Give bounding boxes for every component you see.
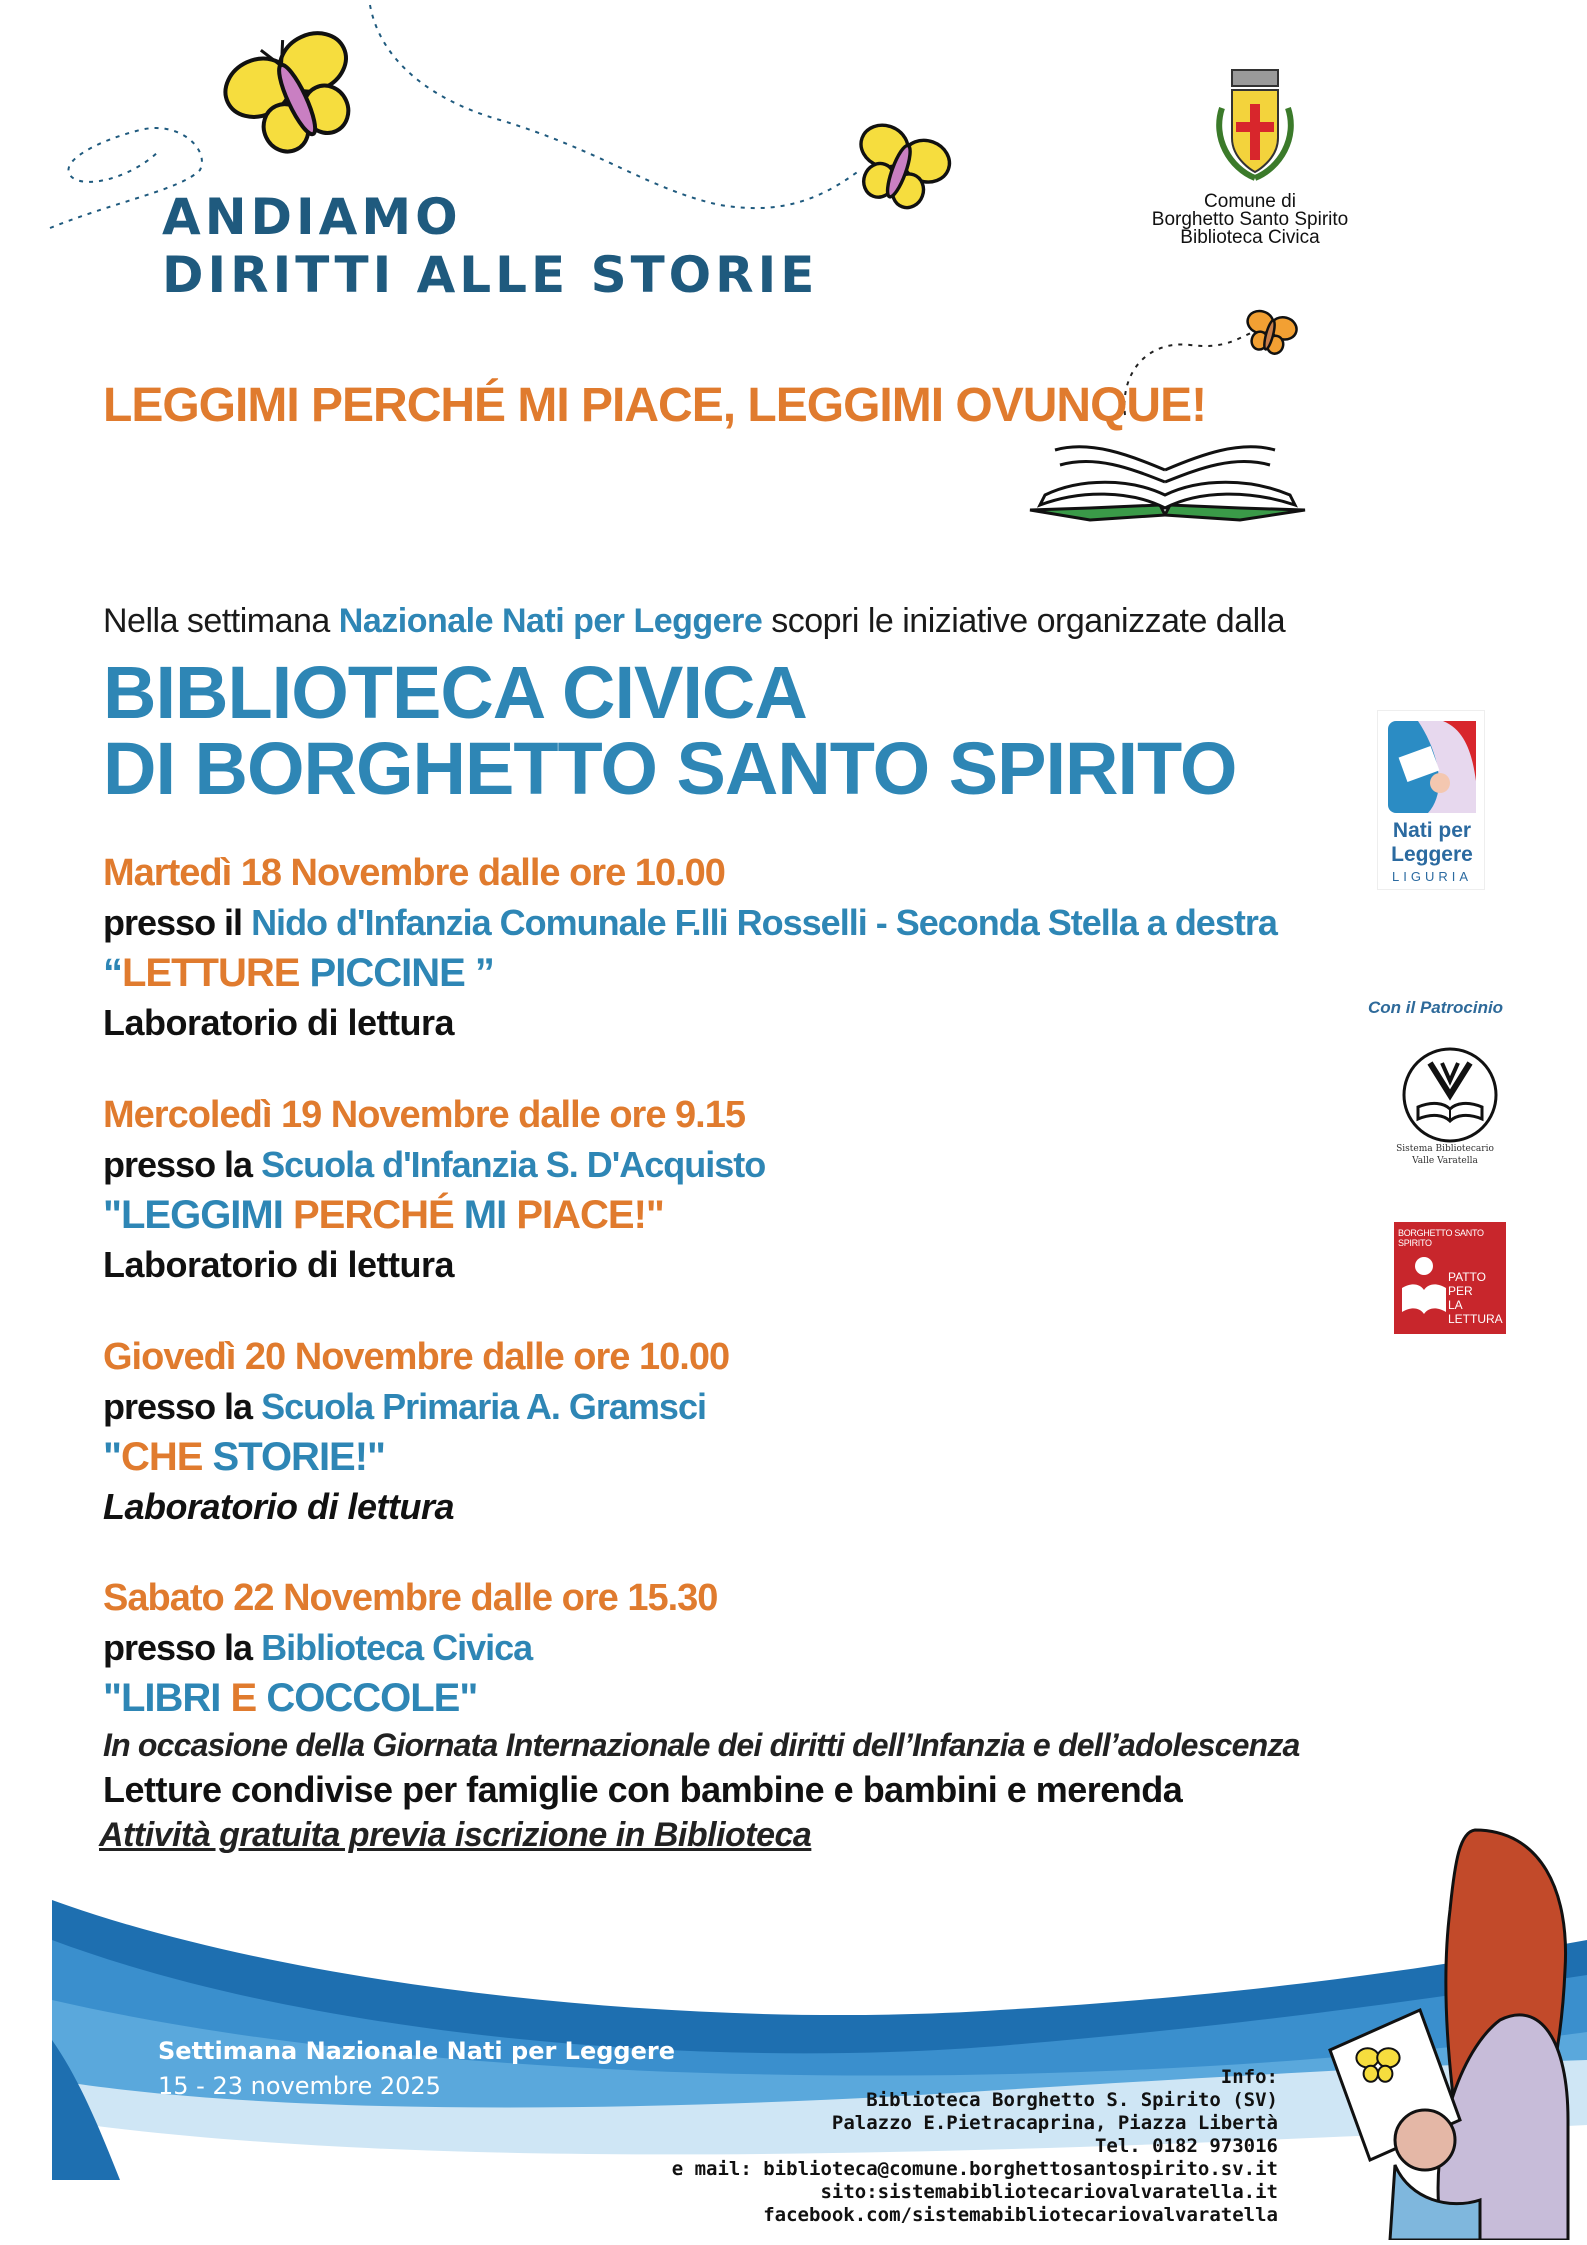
footer-dates: 15 - 23 novembre 2025 (158, 2072, 441, 2100)
event-place: Biblioteca Civica (261, 1627, 533, 1668)
butterfly-icon-large (214, 18, 374, 167)
npl-region: LIGURIA (1391, 869, 1472, 884)
comune-caption-line1: Comune di (1204, 191, 1296, 212)
mother-reading-illustration (1300, 1820, 1570, 2240)
patto-book-icon (1400, 1252, 1448, 1322)
event-presso: presso la (103, 1386, 262, 1427)
patto-per-la-lettura-logo (1394, 1222, 1506, 1334)
patto-line1: PATTO PER (1448, 1270, 1487, 1298)
event-title-part-c: MI (463, 1193, 517, 1237)
dotted-flight-path-top (370, 5, 860, 208)
event-title-part-a: "LIBRI (103, 1676, 231, 1720)
info-library: Biblioteca Borghetto S. Spirito (SV) (866, 2089, 1278, 2111)
npl-line2: Leggere (1391, 843, 1473, 866)
event-presso: presso la (103, 1627, 262, 1668)
event-title-part-d: PIACE!" (516, 1193, 664, 1237)
library-title (103, 651, 1237, 810)
intro-highlight: Nazionale Nati per Leggere (338, 602, 763, 640)
info-address: Palazzo E.Pietracaprina, Piazza Libertà (831, 2112, 1278, 2134)
event-title-part-a: LETTURE (122, 951, 310, 995)
intro-text (103, 602, 1285, 641)
coat-of-arms-icon (1210, 68, 1300, 188)
patto-text (1448, 1270, 1506, 1326)
event-1 (103, 848, 1277, 1048)
open-book-icon (1030, 447, 1305, 520)
intro-before: Nella settimana (103, 602, 339, 640)
npl-text (1378, 819, 1486, 867)
event-title-part-b: CHE (120, 1435, 213, 1479)
event-3 (103, 1332, 729, 1532)
event-title-part-a: " (103, 1435, 121, 1479)
event-subtitle: Laboratorio di lettura (103, 1244, 455, 1285)
info-facebook: facebook.com/sistemabibliotecariovalvaratella (763, 2204, 1278, 2226)
event-title-part-b: PICCINE (309, 951, 475, 995)
sistema-bibliotecario-caption (1395, 1143, 1495, 1167)
event-date: Mercoledì 19 Novembre dalle ore 9.15 (103, 1094, 745, 1136)
event-title-close-quote: ” (474, 951, 494, 995)
campaign-heading-line1: ANDIAMO (162, 188, 462, 246)
contact-info (640, 2066, 1278, 2227)
event-title-part-c: COCCOLE" (266, 1676, 478, 1720)
event-date: Martedì 18 Novembre dalle ore 10.00 (103, 852, 725, 894)
npl-line1: Nati per (1392, 819, 1472, 842)
info-phone: Tel. 0182 973016 (1094, 2135, 1278, 2157)
event-2 (103, 1090, 765, 1290)
event-place-line (103, 1623, 1300, 1673)
comune-caption (1120, 193, 1380, 247)
library-title-line2: DI BORGHETTO SANTO SPIRITO (103, 727, 1237, 810)
event-note-occasion: In occasione della Giornata Internazionale dei diritti dell’Infanzia e dell’adolescenza (103, 1727, 1300, 1763)
event-note-description: Letture condivise per famiglie con bambine e bambini e merenda (103, 1769, 1183, 1810)
event-subtitle: Laboratorio di lettura (103, 1002, 455, 1043)
sistema-bibliotecario-icon (1400, 1045, 1500, 1145)
event-presso: presso la (103, 1144, 262, 1185)
event-subtitle: Laboratorio di lettura (103, 1486, 455, 1527)
comune-caption-line3: Biblioteca Civica (1180, 227, 1320, 248)
event-place: Scuola Primaria A. Gramsci (261, 1386, 706, 1427)
intro-after: scopri le iniziative organizzate dalla (762, 602, 1286, 640)
event-4 (99, 1573, 1300, 1857)
event-title-part-a: "LEGGIMI (103, 1193, 293, 1237)
event-note-registration: Attività gratuita previa iscrizione in Biblioteca (99, 1816, 812, 1854)
nati-per-leggere-logo (1377, 710, 1485, 890)
library-title-line1: BIBLIOTECA CIVICA (103, 651, 807, 734)
event-place: Nido d'Infanzia Comunale F.lli Rosselli - Seconda Stella a destra (251, 902, 1277, 943)
event-place-line (103, 1382, 729, 1432)
info-website: sito:sistemabibliotecariovalvaratella.it (820, 2181, 1278, 2203)
slogan: LEGGIMI PERCHÉ MI PIACE, LEGGIMI OVUNQUE! (103, 379, 1207, 432)
patto-line3: LETTURA (1448, 1312, 1503, 1326)
event-title (103, 1432, 729, 1482)
event-title (103, 1190, 765, 1240)
comune-caption-line2: Borghetto Santo Spirito (1151, 209, 1349, 230)
patto-top-text: BORGHETTO SANTO SPIRITO (1398, 1228, 1484, 1248)
svv-line2: Valle Varatella (1412, 1156, 1478, 1166)
event-place: Scuola d'Infanzia S. D'Acquisto (261, 1144, 766, 1185)
info-email: e mail: biblioteca@comune.borghettosantospirito.sv.it (671, 2158, 1278, 2180)
svv-line1: Sistema Bibliotecario (1396, 1144, 1494, 1154)
event-presso: presso il (103, 902, 252, 943)
footer-title: Settimana Nazionale Nati per Leggere (158, 2037, 675, 2065)
event-title (103, 1673, 1300, 1723)
event-title-open-quote: “ (103, 951, 122, 995)
event-title-part-b: PERCHÉ (292, 1193, 464, 1237)
campaign-heading-line2: DIRITTI ALLE STORIE (162, 246, 819, 304)
event-place-line (103, 898, 1277, 948)
event-title-part-c: STORIE!" (212, 1435, 386, 1479)
nati-per-leggere-icon (1388, 721, 1476, 813)
event-title-part-b: E (230, 1676, 267, 1720)
info-label: Info: (1220, 2066, 1278, 2088)
event-date: Giovedì 20 Novembre dalle ore 10.00 (103, 1336, 730, 1378)
event-title (103, 948, 1277, 998)
butterfly-icon-small (845, 119, 956, 217)
campaign-heading (162, 188, 818, 304)
patto-line2: LA (1448, 1298, 1463, 1312)
event-date: Sabato 22 Novembre dalle ore 15.30 (103, 1577, 718, 1619)
patrocinio-label: Con il Patrocinio (1368, 998, 1504, 1017)
event-place-line (103, 1140, 765, 1190)
